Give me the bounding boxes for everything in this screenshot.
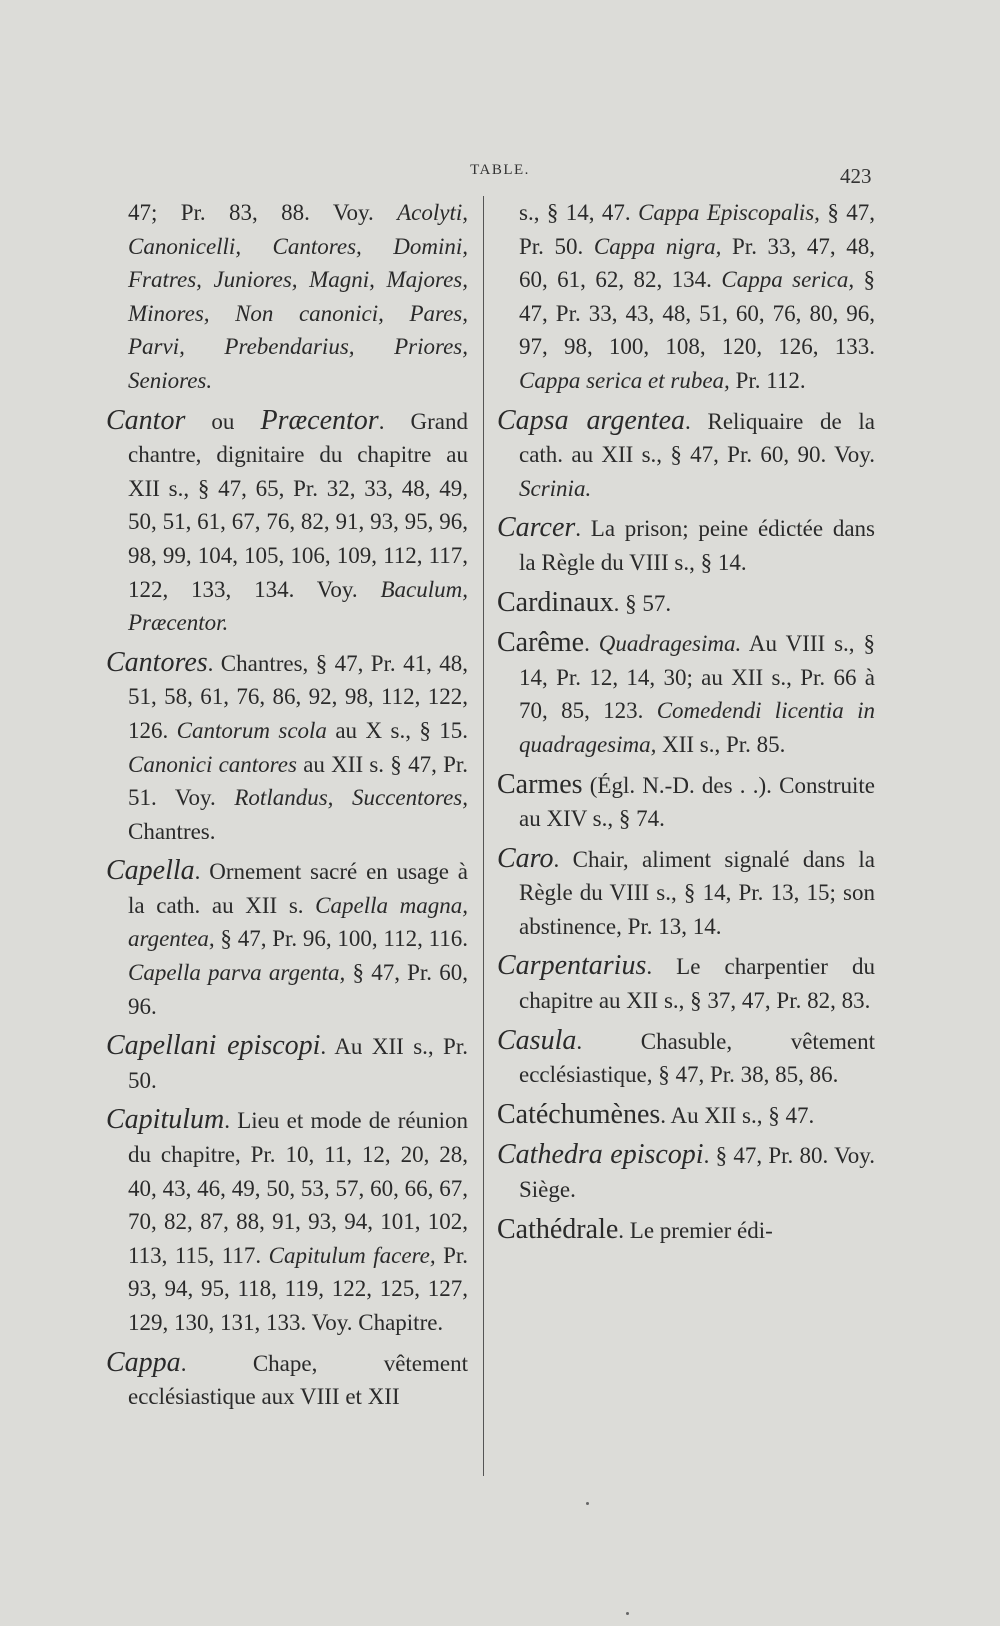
index-entry-continued bbox=[106, 196, 468, 398]
entry-text: . Chantres, § 47, Pr. 41, 48, 51, 58, 61, 76, 86, 92, 98, 112, 122, 126. bbox=[128, 650, 468, 743]
entry-italic-text: Comedendi licentia in quadragesima, bbox=[519, 698, 875, 757]
entry-italic-text: Capella magna, argentea, bbox=[128, 892, 468, 952]
entry-text: au XII s. § 47, Pr. 51. Voy. bbox=[128, 751, 468, 811]
index-entry bbox=[497, 586, 875, 621]
running-header-title: TABLE. bbox=[470, 162, 530, 178]
index-entry bbox=[106, 1103, 468, 1339]
entry-headword: Capellani episcopi bbox=[106, 1030, 321, 1062]
entry-text: . Chair, aliment signalé dans la Règle du VIII s., § 14, Pr. 13, 15; son abstinence, Pr. 13, 14. bbox=[519, 846, 875, 939]
entry-text: XII s., Pr. 85. bbox=[656, 731, 786, 757]
index-entry bbox=[106, 1029, 468, 1097]
entry-italic-text: Cappa serica et rubea, bbox=[519, 367, 730, 393]
entry-headword: Cathedra episcopi bbox=[497, 1139, 704, 1171]
page-number: 423 bbox=[840, 164, 872, 188]
entry-text: Pr. 93, 94, 95, 118, 119, 122, 125, 127, 129, 130, 131, 133. Voy. Chapitre. bbox=[128, 1242, 469, 1335]
index-entry-continued bbox=[497, 196, 875, 398]
entry-text: ou bbox=[185, 408, 261, 434]
entry-italic-text: Canonici cantores bbox=[128, 751, 297, 777]
entry-headword: Capella bbox=[106, 855, 195, 887]
entry-headword: Carpentarius bbox=[497, 950, 647, 982]
index-entry bbox=[106, 854, 468, 1023]
entry-headword: Cantores bbox=[106, 646, 208, 678]
index-entry bbox=[497, 1138, 875, 1206]
entry-text: § 47, Pr. 60, 96. bbox=[128, 960, 468, 1019]
entry-italic-text: Cappa nigra, bbox=[593, 233, 722, 259]
entry-text: . La prison; peine édictée dans la Règle du VIII s., § 14. bbox=[519, 516, 875, 575]
entry-text: . Lieu et mode de réunion du chapitre, Pr. 10, 11, 12, 20, 28, 40, 43, 46, 49, 50, 53, 57, 60, 66, 67, 70, 82, 87, 88, 91, 93, 94, 101, 102, 113, 115, 117. bbox=[128, 1108, 468, 1268]
entry-text: 47; Pr. 83, 88. Voy. bbox=[128, 200, 398, 225]
entry-text: . bbox=[584, 631, 599, 657]
entry-italic-text: Scrinia. bbox=[519, 475, 592, 501]
index-entry bbox=[106, 646, 468, 849]
entry-italic-text: Præcentor bbox=[260, 404, 379, 436]
entry-text: . Chasuble, vêtement ecclésiastique, § 47, Pr. 38, 85, 86. bbox=[519, 1028, 875, 1088]
entry-headword: Cappa bbox=[106, 1346, 181, 1378]
entry-headword: Catéchumènes bbox=[497, 1098, 661, 1130]
index-entry bbox=[497, 1213, 875, 1248]
entry-text: . Au XII s., Pr. 50. bbox=[128, 1034, 468, 1093]
entry-text: . Le charpentier du chapitre au XII s., § 37, 47, Pr. 82, 83. bbox=[519, 954, 875, 1014]
entry-headword: Carême bbox=[497, 627, 585, 659]
entry-text: . Grand chantre, dignitaire du chapitre au XII s., § 47, 65, Pr. 32, 33, 48, 49, 50, 51, 61, 67, 76, 82, 91, 93, 95, 96, 98, 99, 104, 105, 106, 109, 112, 117, 122, 133, 134. Voy. bbox=[128, 408, 468, 602]
entry-text: . § 47, Pr. 80. Voy. Siège. bbox=[519, 1143, 875, 1203]
index-column-left bbox=[106, 196, 468, 1414]
entry-italic-text: Cappa Episcopalis, bbox=[638, 200, 820, 225]
entry-text: . Chape, vêtement ecclésiastique aux VIII et XII bbox=[128, 1350, 468, 1410]
entry-italic-text: Rotlandus, Succentores, bbox=[234, 785, 468, 811]
entry-text: Chantres. bbox=[128, 818, 216, 844]
entry-italic-text: Capitulum facere, bbox=[268, 1242, 436, 1268]
index-entry bbox=[497, 768, 875, 836]
index-entry bbox=[497, 511, 875, 579]
entry-headword: Carmes bbox=[497, 768, 583, 800]
entry-text: § 47, Pr. 96, 100, 112, 116. bbox=[214, 926, 468, 952]
entry-headword: Cardinaux bbox=[497, 586, 614, 618]
entry-italic-text: Baculum, Præcentor. bbox=[128, 576, 468, 636]
entry-text: . Ornement sacré en usage à la cath. au XII s. bbox=[128, 859, 468, 918]
entry-italic-text: Acolyti, Canonicelli, Cantores, Domini, Fratres, Juniores, Magni, Majores, Minores, Non canonici, Pares, Parvi, Prebendarius, Priores, Seniores. bbox=[128, 200, 468, 393]
entry-text: Au VIII s., § 14, Pr. 12, 14, 30; au XII s., Pr. 66 à 70, 85, 123. bbox=[519, 631, 876, 724]
entry-headword: Cantor bbox=[106, 404, 186, 436]
index-entry bbox=[106, 404, 468, 640]
entry-italic-text: Quadragesima. bbox=[598, 631, 742, 657]
entry-headword: Capsa argentea bbox=[497, 404, 686, 436]
entry-text: Pr. 33, 47, 48, 60, 61, 62, 82, 134. bbox=[519, 233, 875, 293]
entry-headword: Carcer bbox=[497, 512, 576, 544]
column-divider bbox=[483, 196, 484, 1476]
entry-headword: Casula bbox=[497, 1024, 577, 1056]
print-speck bbox=[586, 1502, 589, 1505]
entry-text: Pr. 112. bbox=[729, 367, 806, 393]
entry-text: . Le premier édi- bbox=[618, 1217, 773, 1243]
entry-text: § 47, Pr. 50. bbox=[519, 200, 876, 259]
entry-headword: Cathédrale bbox=[497, 1213, 619, 1245]
index-entry bbox=[497, 1098, 875, 1133]
entry-text: . Reliquaire de la cath. au XII s., § 47, Pr. 60, 90. Voy. bbox=[519, 408, 875, 468]
index-entry bbox=[497, 626, 875, 761]
index-entry bbox=[497, 842, 875, 944]
entry-italic-text: Cappa serica, bbox=[721, 267, 855, 293]
entry-text: . § 57. bbox=[613, 590, 672, 616]
entry-italic-text: Cantorum scola bbox=[176, 717, 327, 743]
entry-text: (Égl. N.-D. des . .). Construite au XIV s., § 74. bbox=[519, 772, 875, 832]
entry-headword: Capitulum bbox=[106, 1104, 225, 1136]
index-entry bbox=[106, 1346, 468, 1414]
index-column-right bbox=[497, 196, 875, 1247]
index-entry bbox=[497, 1024, 875, 1092]
entry-italic-text: Capella parva argenta, bbox=[128, 960, 346, 986]
index-entry bbox=[497, 404, 875, 506]
entry-headword: Caro bbox=[497, 842, 554, 874]
entry-text: s., § 14, 47. bbox=[519, 200, 639, 225]
print-speck bbox=[626, 1612, 629, 1615]
entry-text: § 47, Pr. 33, 43, 48, 51, 60, 76, 80, 96, 97, 98, 100, 108, 120, 126, 133. bbox=[519, 267, 876, 360]
entry-text: . Au XII s., § 47. bbox=[660, 1102, 815, 1128]
index-entry bbox=[497, 949, 875, 1017]
entry-text: au X s., § 15. bbox=[326, 717, 469, 743]
